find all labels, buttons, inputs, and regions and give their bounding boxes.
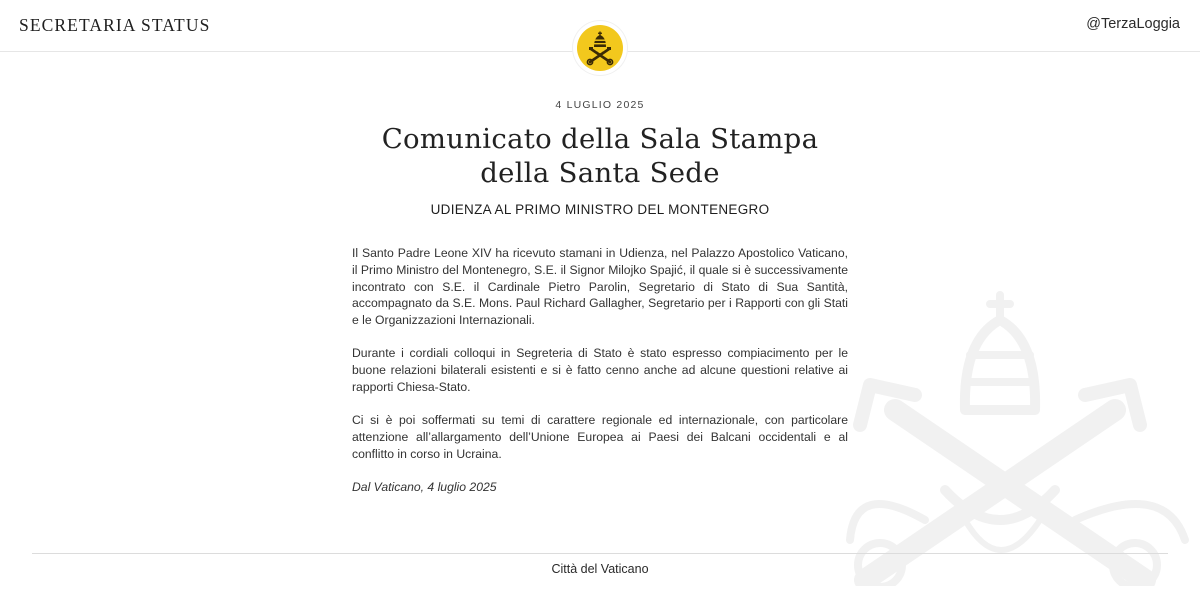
footer-divider — [32, 553, 1168, 554]
social-handle-link[interactable]: @TerzaLoggia — [1086, 16, 1180, 32]
page-title-line-1: Comunicato della Sala Stampa — [381, 123, 819, 155]
papal-coat-of-arms-watermark-icon — [845, 290, 1200, 591]
page-title — [300, 122, 900, 190]
article-paragraph-2: Durante i cordiali colloqui in Segreteria di Stato è stato espresso compiacimento per le buone relazioni bilaterali esistenti e si è fatto cenno anche ad alcune questioni relative ai rapporti Chiesa-Stato. — [352, 346, 848, 395]
article-paragraph-3: Ci si è poi soffermati su temi di carattere regionale ed internazionale, con particolare attenzione all’allargamento dell’Unione Europea ai Paesi dei Balcani occidentali e al conflitto in corso in Ucraina. — [352, 413, 848, 461]
page-title-line-2: della Santa Sede — [480, 157, 720, 189]
article-signoff: Dal Vaticano, 4 luglio 2025 — [352, 480, 497, 495]
site-brand[interactable]: SECRETARIA STATUS — [19, 15, 211, 35]
article-body — [352, 245, 848, 513]
article-date: 4 LUGLIO 2025 — [555, 99, 645, 111]
papal-keys-emblem-icon[interactable] — [573, 21, 627, 75]
article-paragraph-1: Il Santo Padre Leone XIV ha ricevuto stamani in Udienza, nel Palazzo Apostolico Vaticano, il Primo Ministro del Montenegro, S.E. il Signor Milojko Spajić, il quale si è successivamente incontrato con S.E. il Cardinale Pietro Parolin, Segretario di Stato di Sua Santità, accompagnato da S.E. Mons. Paul Richard Gallagher, Segretario per i Rapporti con gli Stati e le Organizzazioni Internazionali. — [352, 246, 848, 328]
article-subtitle: UDIENZA AL PRIMO MINISTRO DEL MONTENEGRO — [430, 202, 770, 217]
footer-location: Città del Vaticano — [551, 562, 649, 576]
